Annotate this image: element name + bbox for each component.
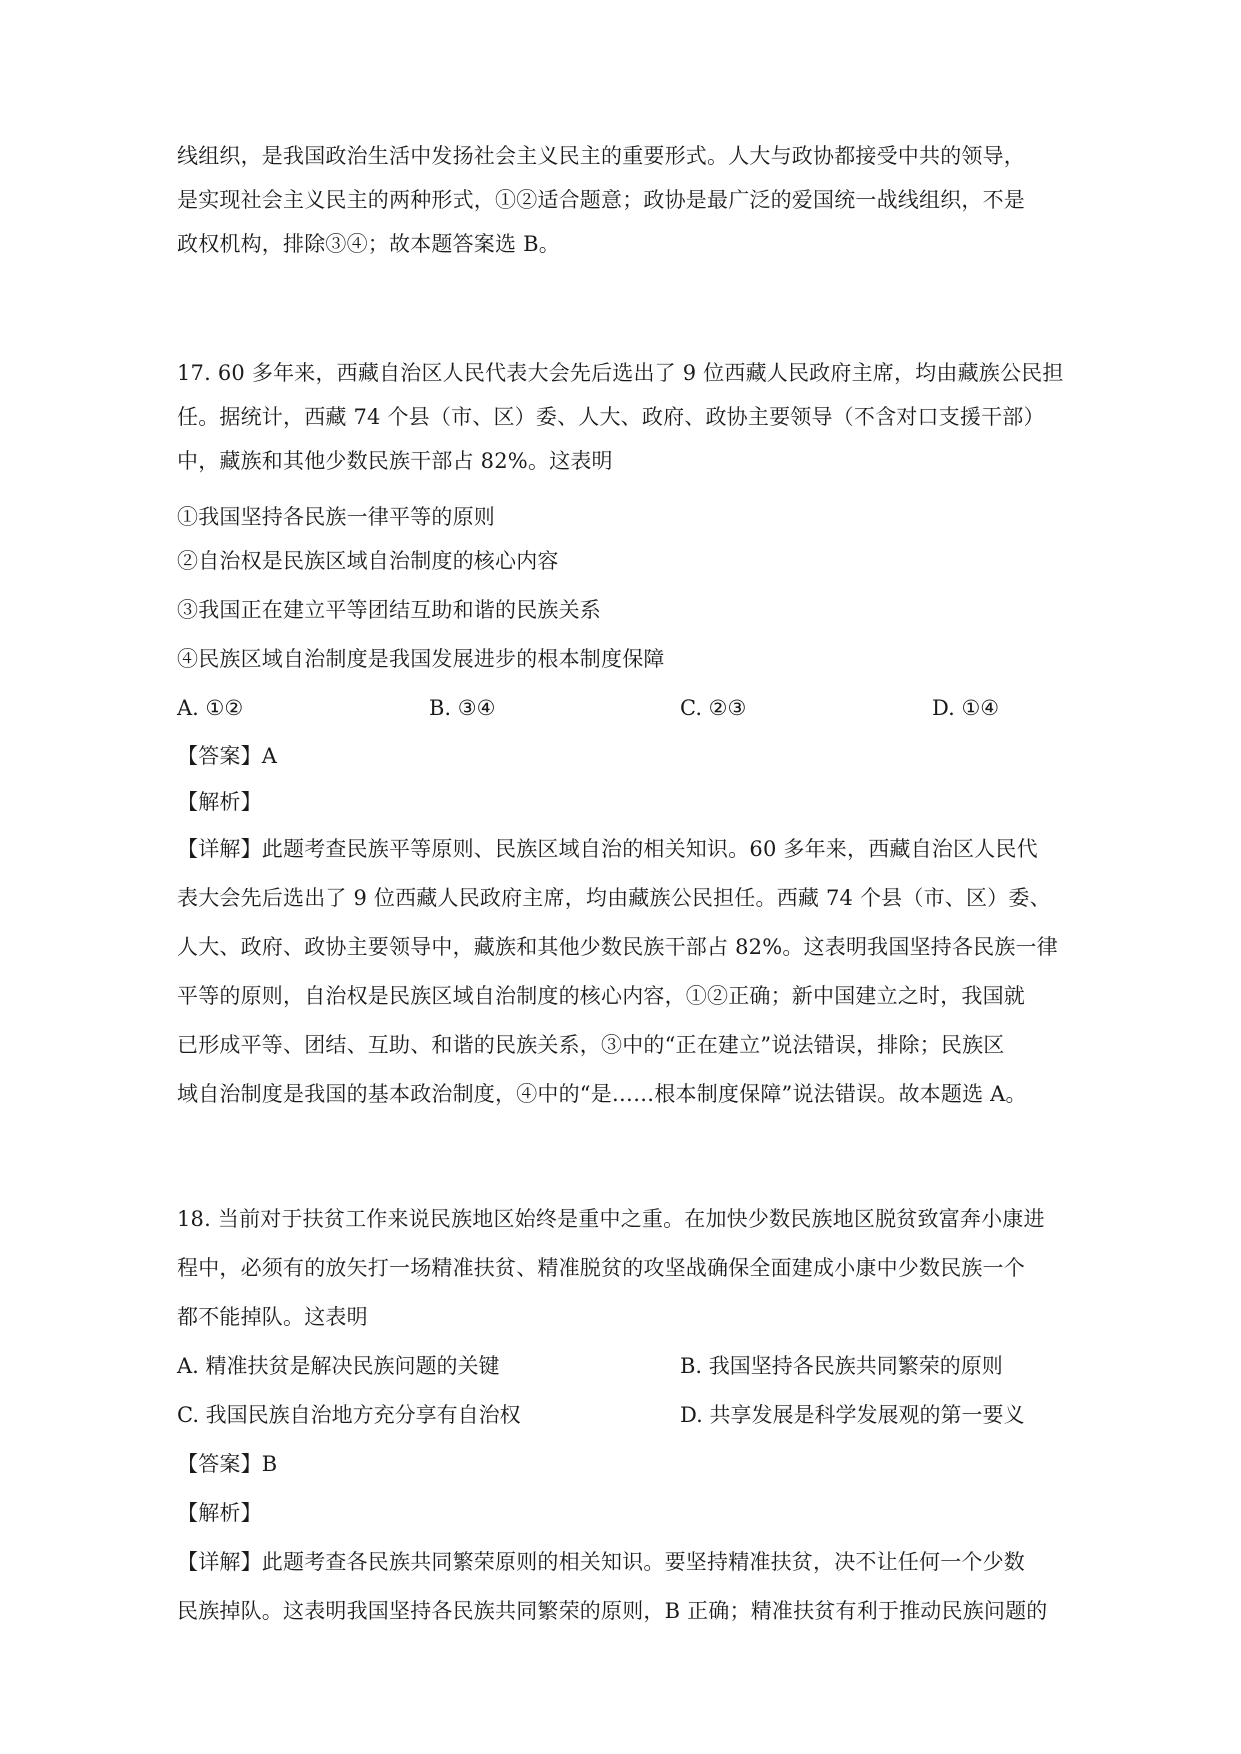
q17-option-d: D. ①④: [932, 696, 1000, 720]
q18-analysis-label: 【解析】: [177, 1501, 262, 1525]
q17-statement-3: ③我国正在建立平等团结互助和谐的民族关系: [177, 598, 601, 622]
q17-detail-line: 【详解】此题考查民族平等原则、民族区域自治的相关知识。60 多年来，西藏自治区人民代: [177, 837, 1038, 861]
q17-detail-line: 已形成平等、团结、互助、和谐的民族关系，③中的“正在建立”说法错误，排除；民族区: [177, 1033, 1005, 1057]
q17-statement-2: ②自治权是民族区域自治制度的核心内容: [177, 549, 559, 573]
q17-option-c: C. ②③: [680, 696, 747, 720]
paragraph-line: 是实现社会主义民主的两种形式，①②适合题意；政协是最广泛的爱国统一战线组织，不是: [177, 188, 1025, 212]
q18-option-c: C. 我国民族自治地方充分享有自治权: [177, 1403, 521, 1427]
q17-statement-4: ④民族区域自治制度是我国发展进步的根本制度保障: [177, 647, 665, 671]
q17-option-a: A. ①②: [177, 696, 244, 720]
q17-stem-line: 任。据统计，西藏 74 个县（市、区）委、人大、政府、政协主要领导（不含对口支援干部）: [177, 405, 1045, 429]
q18-stem-line: 18. 当前对于扶贫工作来说民族地区始终是重中之重。在加快少数民族地区脱贫致富奔小康进: [177, 1207, 1045, 1231]
q17-option-b: B. ③④: [429, 696, 496, 720]
q17-stem-line: 17. 60 多年来，西藏自治区人民代表大会先后选出了 9 位西藏人民政府主席，均由藏族公民担: [177, 361, 1064, 385]
paragraph-line: 政权机构，排除③④；故本题答案选 B。: [177, 232, 560, 256]
q18-option-b: B. 我国坚持各民族共同繁荣的原则: [680, 1354, 1003, 1378]
q18-option-a: A. 精准扶贫是解决民族问题的关键: [177, 1354, 500, 1378]
q18-stem-line: 都不能掉队。这表明: [177, 1305, 368, 1329]
paragraph-line: 线组织，是我国政治生活中发扬社会主义民主的重要形式。人大与政协都接受中共的领导，: [177, 144, 1025, 168]
q18-detail-line: 民族掉队。这表明我国坚持各民族共同繁荣的原则，B 正确；精准扶贫有利于推动民族问题的: [177, 1599, 1048, 1623]
q17-detail-line: 表大会先后选出了 9 位西藏人民政府主席，均由藏族公民担任。西藏 74 个县（市、区）委、: [177, 886, 1051, 910]
q18-stem-line: 程中，必须有的放矢打一场精准扶贫、精准脱贫的攻坚战确保全面建成小康中少数民族一个: [177, 1256, 1025, 1280]
q18-detail-line: 【详解】此题考查各民族共同繁荣原则的相关知识。要坚持精准扶贫，决不让任何一个少数: [177, 1550, 1025, 1574]
q18-answer: 【答案】B: [177, 1452, 278, 1476]
q17-statement-1: ①我国坚持各民族一律平等的原则: [177, 505, 495, 529]
q17-analysis-label: 【解析】: [177, 790, 262, 814]
q17-detail-line: 平等的原则，自治权是民族区域自治制度的核心内容，①②正确；新中国建立之时，我国就: [177, 984, 1025, 1008]
q17-answer: 【答案】A: [177, 744, 278, 768]
q17-detail-line: 人大、政府、政协主要领导中，藏族和其他少数民族干部占 82%。这表明我国坚持各民族一律: [177, 935, 1058, 959]
q17-detail-line: 域自治制度是我国的基本政治制度，④中的“是……根本制度保障”说法错误。故本题选 A。: [177, 1082, 1027, 1106]
q18-option-d: D. 共享发展是科学发展观的第一要义: [680, 1403, 1025, 1427]
q17-stem-line: 中，藏族和其他少数民族干部占 82%。这表明: [177, 449, 613, 473]
